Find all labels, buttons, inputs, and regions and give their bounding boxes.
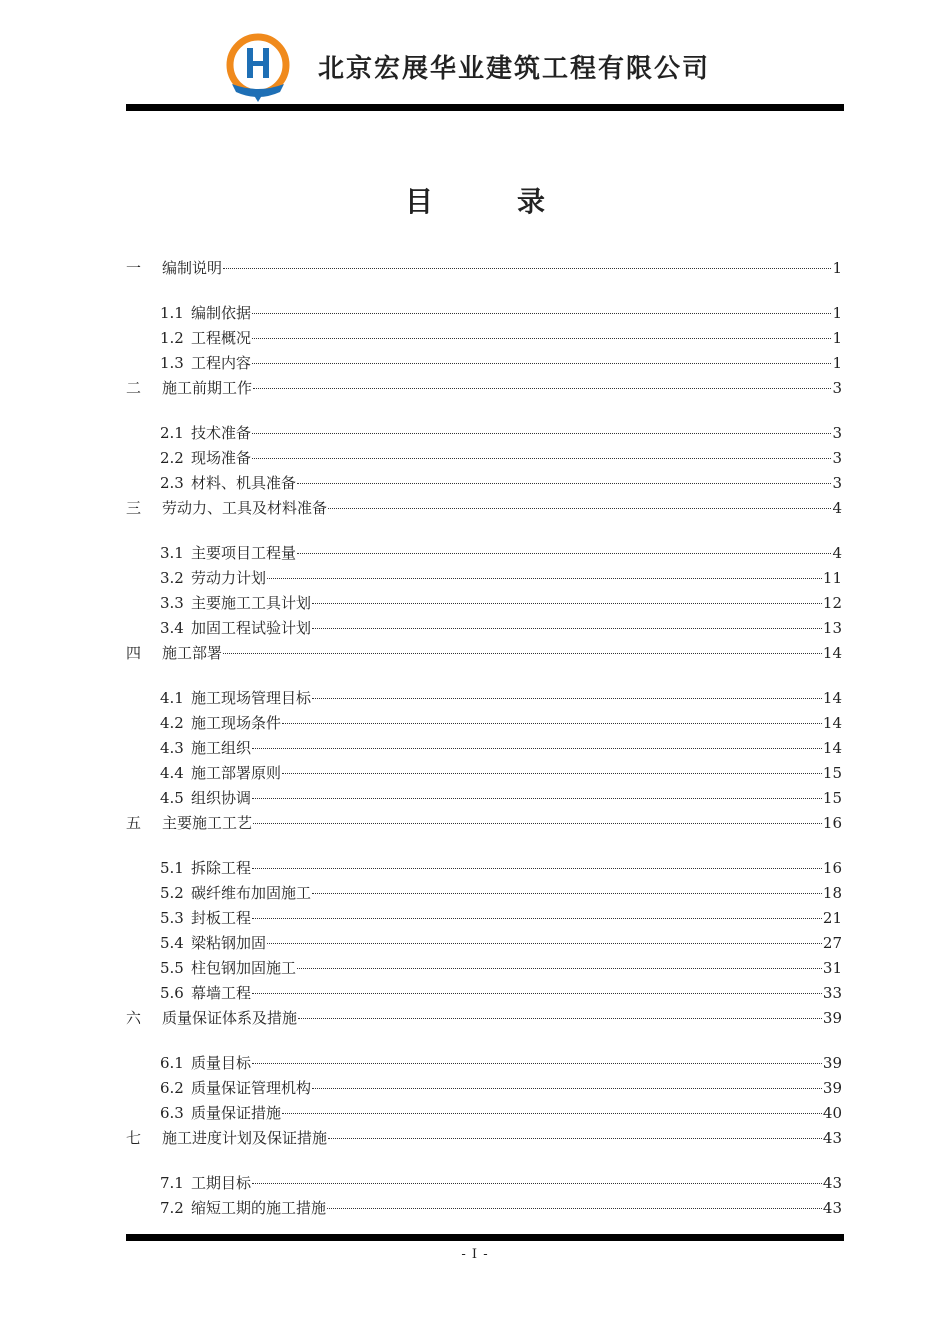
toc-dot-leader — [252, 868, 822, 869]
toc-entry-number: 6.3 — [160, 1104, 184, 1122]
toc-entry-number: 三 — [126, 499, 142, 517]
toc-dot-leader — [312, 698, 822, 699]
toc-entry-page: 1 — [832, 354, 842, 372]
toc-entry-page: 15 — [822, 764, 842, 782]
toc-entry-title: 缩短工期的施工措施 — [191, 1199, 327, 1217]
toc-entry-page: 1 — [832, 329, 842, 347]
toc-entry[interactable] — [160, 302, 842, 324]
toc-entry-number: 2.3 — [160, 474, 184, 492]
toc-dot-leader — [252, 798, 822, 799]
toc-entry[interactable] — [126, 1127, 842, 1149]
toc-dot-leader — [297, 553, 831, 554]
toc-entry[interactable] — [160, 567, 842, 589]
toc-entry[interactable] — [126, 257, 842, 279]
toc-dot-leader — [297, 968, 822, 969]
toc-entry-page: 11 — [822, 569, 842, 587]
toc-dot-leader — [252, 1183, 822, 1184]
toc-entry[interactable] — [160, 762, 842, 784]
toc-entry-number: 一 — [126, 259, 142, 277]
toc-entry-page: 31 — [822, 959, 842, 977]
toc-entry-number: 6.1 — [160, 1054, 184, 1072]
toc-entry-title: 劳动力计划 — [191, 569, 267, 587]
toc-entry[interactable] — [126, 497, 842, 519]
toc-dot-leader — [252, 338, 831, 339]
toc-entry-page: 12 — [822, 594, 842, 612]
toc-entry-title: 主要施工工艺 — [162, 814, 253, 832]
toc-dot-leader — [312, 628, 822, 629]
toc-entry-number: 7.2 — [160, 1199, 184, 1217]
toc-entry-number: 3.4 — [160, 619, 184, 637]
toc-entry-page: 13 — [822, 619, 842, 637]
toc-entry-title: 现场准备 — [191, 449, 252, 467]
toc-dot-leader — [282, 773, 822, 774]
toc-entry-number: 5.1 — [160, 859, 184, 877]
toc-entry[interactable] — [160, 472, 842, 494]
toc-entry-number: 5.4 — [160, 934, 184, 952]
toc-entry-title: 编制说明 — [162, 259, 223, 277]
toc-entry-title: 材料、机具准备 — [191, 474, 297, 492]
toc-entry-page: 3 — [832, 424, 842, 442]
toc-entry-title: 梁粘钢加固 — [191, 934, 267, 952]
toc-entry-title: 施工部署 — [162, 644, 223, 662]
toc-entry[interactable] — [160, 1197, 842, 1219]
toc-entry-title: 加固工程试验计划 — [191, 619, 312, 637]
toc-dot-leader — [267, 943, 822, 944]
toc-entry-page: 43 — [822, 1174, 842, 1192]
toc-entry-title: 幕墙工程 — [191, 984, 252, 1002]
toc-entry-page: 39 — [822, 1009, 842, 1027]
toc-entry[interactable] — [160, 932, 842, 954]
toc-dot-leader — [297, 483, 831, 484]
toc-entry[interactable] — [160, 687, 842, 709]
toc-entry-page: 14 — [822, 714, 842, 732]
toc-entry-page: 40 — [822, 1104, 842, 1122]
toc-entry-page: 16 — [822, 814, 842, 832]
toc-entry-number: 4.4 — [160, 764, 184, 782]
toc-entry-page: 14 — [822, 689, 842, 707]
toc-dot-leader — [312, 1088, 822, 1089]
toc-entry-number: 3.1 — [160, 544, 184, 562]
toc-entry-title: 施工进度计划及保证措施 — [162, 1129, 328, 1147]
toc-entry[interactable] — [160, 737, 842, 759]
toc-entry[interactable] — [160, 592, 842, 614]
toc-entry-title: 施工部署原则 — [191, 764, 282, 782]
toc-entry-number: 1.2 — [160, 329, 184, 347]
toc-entry-title: 质量保证体系及措施 — [162, 1009, 298, 1027]
toc-entry[interactable] — [160, 882, 842, 904]
toc-entry-page: 3 — [832, 474, 842, 492]
toc-title: 目 录 — [404, 185, 573, 218]
toc-dot-leader — [252, 433, 831, 434]
page-number: - I - — [461, 1247, 489, 1262]
toc-entry[interactable] — [126, 377, 842, 399]
toc-entry[interactable] — [160, 787, 842, 809]
toc-entry-number: 3.2 — [160, 569, 184, 587]
toc-entry[interactable] — [160, 352, 842, 374]
toc-entry-page: 3 — [832, 449, 842, 467]
toc-dot-leader — [252, 313, 831, 314]
toc-entry-page: 27 — [822, 934, 842, 952]
toc-entry[interactable] — [160, 617, 842, 639]
toc-entry[interactable] — [160, 447, 842, 469]
toc-entry[interactable] — [160, 422, 842, 444]
toc-dot-leader — [253, 823, 822, 824]
toc-entry-number: 1.1 — [160, 304, 184, 322]
toc-entry-number: 7.1 — [160, 1174, 184, 1192]
toc-entry-number: 4.1 — [160, 689, 184, 707]
toc-dot-leader — [252, 458, 831, 459]
toc-dot-leader — [282, 1113, 822, 1114]
toc-entry-page: 3 — [832, 379, 842, 397]
toc-entry-title: 质量保证措施 — [191, 1104, 282, 1122]
toc-entry[interactable] — [160, 907, 842, 929]
toc-entry[interactable] — [160, 1102, 842, 1124]
toc-entry-title: 施工前期工作 — [162, 379, 253, 397]
toc-entry-page: 14 — [822, 739, 842, 757]
toc-entry-number: 四 — [126, 644, 142, 662]
toc-dot-leader — [252, 993, 822, 994]
toc-entry-title: 主要施工工具计划 — [191, 594, 312, 612]
toc-entry-page: 39 — [822, 1054, 842, 1072]
toc-entry[interactable] — [160, 957, 842, 979]
toc-dot-leader — [252, 363, 831, 364]
toc-dot-leader — [223, 268, 831, 269]
toc-entry-page: 15 — [822, 789, 842, 807]
footer-rule — [126, 1234, 844, 1241]
toc-entry-page: 43 — [822, 1199, 842, 1217]
toc-entry-page: 33 — [822, 984, 842, 1002]
toc-dot-leader — [328, 508, 831, 509]
toc-dot-leader — [327, 1208, 822, 1209]
toc-entry-title: 施工现场管理目标 — [191, 689, 312, 707]
toc-dot-leader — [282, 723, 822, 724]
toc-dot-leader — [252, 918, 822, 919]
toc-entry[interactable] — [160, 982, 842, 1004]
toc-entry[interactable] — [160, 327, 842, 349]
toc-dot-leader — [267, 578, 822, 579]
toc-entry-number: 五 — [126, 814, 142, 832]
toc-entry[interactable] — [160, 1077, 842, 1099]
toc-entry-title: 柱包钢加固施工 — [191, 959, 297, 977]
toc-entry-page: 1 — [832, 304, 842, 322]
toc-entry-title: 质量目标 — [191, 1054, 252, 1072]
toc-entry-number: 4.3 — [160, 739, 184, 757]
toc-entry-number: 5.5 — [160, 959, 184, 977]
toc-entry-page: 4 — [832, 499, 842, 517]
toc-entry-page: 16 — [822, 859, 842, 877]
toc-dot-leader — [252, 748, 822, 749]
toc-entry-number: 5.6 — [160, 984, 184, 1002]
toc-entry-page: 43 — [822, 1129, 842, 1147]
toc-entry-title: 工程内容 — [191, 354, 252, 372]
toc-entry-number: 4.2 — [160, 714, 184, 732]
toc-entry-page: 4 — [832, 544, 842, 562]
toc-entry-title: 施工组织 — [191, 739, 252, 757]
toc-entry[interactable] — [126, 812, 842, 834]
toc-entry-number: 六 — [126, 1009, 142, 1027]
toc-entry-title: 施工现场条件 — [191, 714, 282, 732]
toc-dot-leader — [312, 603, 822, 604]
toc-dot-leader — [253, 388, 831, 389]
toc-entry[interactable] — [160, 542, 842, 564]
toc-dot-leader — [328, 1138, 822, 1139]
toc-entry-title: 碳纤维布加固施工 — [191, 884, 312, 902]
company-name: 北京宏展华业建筑工程有限公司 — [318, 54, 711, 84]
toc-entry-title: 工期目标 — [191, 1174, 252, 1192]
toc-entry-title: 拆除工程 — [191, 859, 252, 877]
toc-entry-page: 18 — [822, 884, 842, 902]
toc-entry-title: 工程概况 — [191, 329, 252, 347]
toc-entry-page: 21 — [822, 909, 842, 927]
toc-entry-number: 2.2 — [160, 449, 184, 467]
toc-entry-number: 3.3 — [160, 594, 184, 612]
toc-entry-title: 技术准备 — [191, 424, 252, 442]
toc-entry-title: 封板工程 — [191, 909, 252, 927]
toc-entry-number: 七 — [126, 1129, 142, 1147]
toc-entry-title: 主要项目工程量 — [191, 544, 297, 562]
toc-dot-leader — [312, 893, 822, 894]
toc-entry-number: 5.2 — [160, 884, 184, 902]
toc-dot-leader — [298, 1018, 822, 1019]
toc-entry-title: 组织协调 — [191, 789, 252, 807]
toc-dot-leader — [252, 1063, 822, 1064]
toc-entry-number: 1.3 — [160, 354, 184, 372]
toc-entry-page: 14 — [822, 644, 842, 662]
toc-dot-leader — [223, 653, 822, 654]
toc-entry[interactable] — [160, 857, 842, 879]
toc-entry-number: 4.5 — [160, 789, 184, 807]
toc-entry-title: 劳动力、工具及材料准备 — [162, 499, 328, 517]
toc-entry-page: 39 — [822, 1079, 842, 1097]
toc-entry-title: 编制依据 — [191, 304, 252, 322]
toc-entry[interactable] — [160, 1172, 842, 1194]
toc-entry[interactable] — [160, 712, 842, 734]
toc-entry-number: 二 — [126, 379, 142, 397]
toc-entry-number: 2.1 — [160, 424, 184, 442]
toc-entry[interactable] — [160, 1052, 842, 1074]
toc-entry-number: 5.3 — [160, 909, 184, 927]
toc-entry-page: 1 — [832, 259, 842, 277]
toc-entry[interactable] — [126, 642, 842, 664]
toc-entry-number: 6.2 — [160, 1079, 184, 1097]
toc-entry[interactable] — [126, 1007, 842, 1029]
toc-entry-title: 质量保证管理机构 — [191, 1079, 312, 1097]
